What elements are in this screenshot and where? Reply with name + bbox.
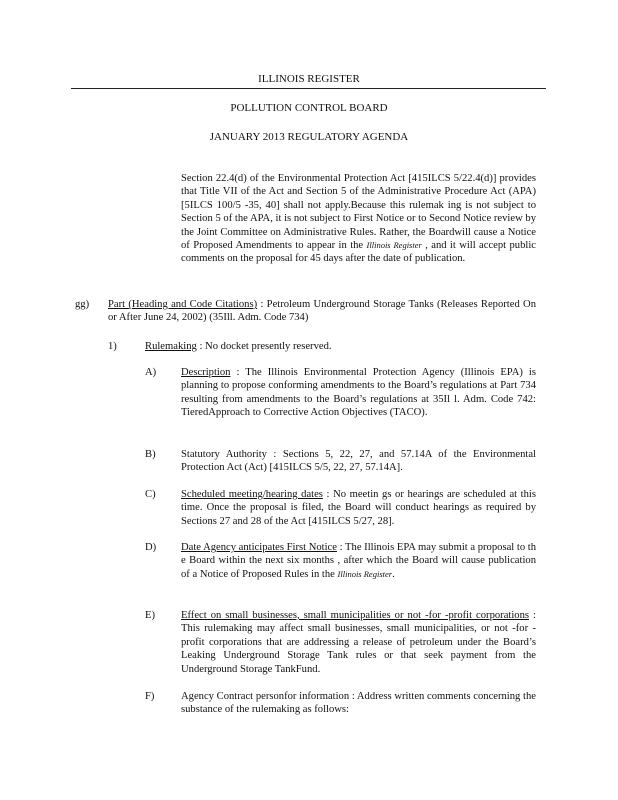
item-gg-label: gg) [75, 299, 90, 310]
subitem-a-text: : The Illinois Environmental Protection Agency (Illinois EPA) is planning to propose conforming amendments to the Board’s regulations at Part 734 resulting from amendments to the Board’s regulations at 35Il l. Adm. Code 742: TieredApproach to Corrective Action Objectives (TACO). [181, 367, 536, 419]
intro-paragraph [181, 172, 536, 266]
item-gg-heading [108, 298, 536, 325]
item-gg-heading-text: : Petroleum Underground Storage Tanks (Releases Reported On or After June 24, 2002) (35Ill. Adm. Code 734) [108, 299, 536, 324]
agenda-title: JANUARY 2013 REGULATORY AGENDA [209, 131, 409, 143]
subitem-b-label: B) [145, 449, 156, 460]
item-gg-heading-title: Part (Heading and Code Citations) [108, 299, 258, 310]
subitem-c-schedule [181, 488, 536, 528]
subitem-a-label: A) [145, 367, 157, 378]
subitem-f-text: Agency Contract personfor information : Address written comments concerning the substance of the rulemaking as follows: [181, 691, 536, 716]
intro-text-end: , and it will accept public comments on the proposal for 45 days after the date of publication. [181, 240, 536, 265]
subitem-f-label: F) [145, 691, 155, 702]
subitem-d-end: . [392, 568, 395, 580]
intro-text: Section 22.4(d) of the Environmental Protection Act [415ILCS 5/22.4(d)] provides that Title VII of the Act and Section 5 of the Administrative Procedure Act (APA) [5ILCS 100/5 -35, 40] shall not apply.Because this rulemak ing is not subject to Section 5 of the APA, it is not subject to First Notice or to Second Notice review by the Joint Committee on Administrative Rules. Rather, the Boardwill cause a Notice of Proposed Amendments to appear in the [181, 173, 536, 252]
subitem-a-description [181, 366, 536, 420]
board-title: POLLUTION CONTROL BOARD [230, 102, 388, 114]
subitem-d-label: D) [145, 542, 157, 553]
subitem-e-label: E) [145, 610, 155, 621]
item-1-heading-title: Rulemaking [145, 341, 197, 352]
item-1-heading-text: : No docket presently reserved. [199, 341, 332, 352]
subitem-e-small-business [181, 609, 536, 676]
header-rule [71, 88, 546, 89]
item-1-heading [145, 340, 535, 353]
subitem-b-statutory-authority [181, 448, 536, 475]
subitem-d-text: : The Illinois EPA may submit a proposal to th e Board within the next six months , after which the Board will cause publication of a Notice of Proposed Rules in the [181, 542, 537, 580]
subitem-f-contact [181, 690, 536, 717]
subitem-b-text: Statutory Authority : Sections 5, 22, 27, and 57.14A of the Environmental Protection Act (Act) [415ILCS 5/5, 22, 27, 57.14A]. [181, 449, 536, 474]
subitem-e-title: Effect on small businesses, small municipalities or not -for -profit corporations [181, 610, 530, 621]
subitem-c-title: Scheduled meeting/hearing dates [181, 489, 323, 500]
subitem-d-first-notice [181, 541, 536, 581]
subitem-c-text: : No meetin gs or hearings are scheduled at this time. Once the proposal is filed, the Board will conduct hearings as required by Sections 27 and 28 of the Act [415ILCS 5/27, 28]. [181, 489, 536, 527]
subitem-d-italic: Illinois Register [337, 568, 393, 579]
item-1-label: 1) [108, 341, 117, 352]
register-title: ILLINOIS REGISTER [258, 73, 360, 85]
subitem-d-title: Date Agency anticipates First Notice [181, 542, 337, 553]
subitem-c-label: C) [145, 489, 156, 500]
subitem-e-text: : This rulemaking may affect small businesses, small municipalities, or not -for -profit corporations that are addressing a release of petroleum under the Board’s Leaking Underground Storage Tank rules or that seek payment from the Underground Storage TankFund. [181, 610, 536, 675]
subitem-a-title: Description [181, 367, 231, 378]
intro-italic: Illinois Register [366, 240, 422, 251]
